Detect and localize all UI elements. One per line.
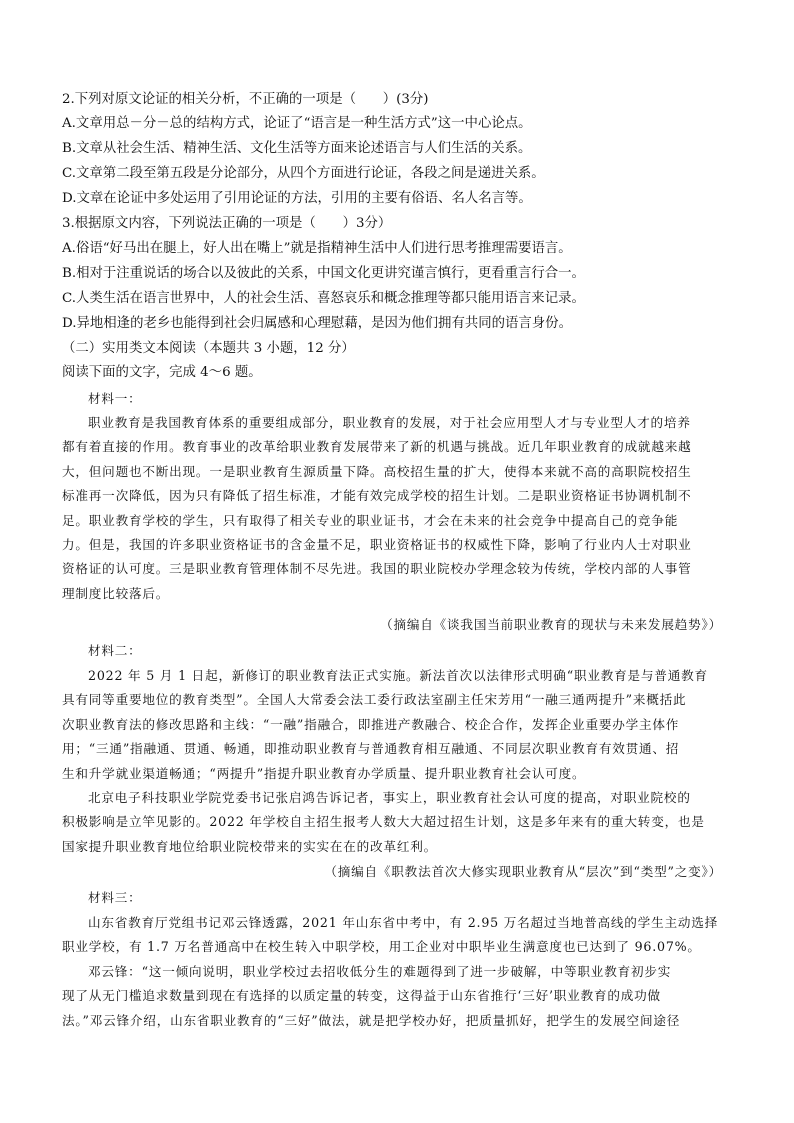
q3-stem: 3.根据原文内容，下列说法正确的一项是（ ）3分） <box>62 216 392 231</box>
material-1-label: 材料一： <box>88 391 142 406</box>
q2-option-d: D.文章在论证中多处运用了引用论证的方法，引用的主要有俗语、名人名言等。 <box>62 191 532 206</box>
text-line: 2022 年 5 月 1 日起，新修订的职业教育法正式实施。新法首次以法律形式明确“职业教育是与普通教育 <box>88 668 708 683</box>
text-line: 力。但是，我国的许多职业资格证书的含金量不足，职业资格证书的权威性下降，影响了行业内人士对职业 <box>62 537 692 553</box>
section-instruction: 阅读下面的文字，完成 4～6 题。 <box>62 365 262 380</box>
material-3-body <box>62 911 732 1033</box>
section-title: （二）实用类文本阅读（本题共 3 小题，12 分） <box>62 341 355 356</box>
text-line: 北京电子科技职业学院党委书记张启鸿告诉记者，事实上，职业教育社会认可度的提高，对职业院校的 <box>88 790 691 806</box>
q2-option-b: B.文章从社会生活、精神生活、文化生活等方面来论述语言与人们生活的关系。 <box>62 141 532 156</box>
text-line: 次职业教育法的修改思路和主线：“一融”指融合，即推进产教融合、校企合作，发挥企业重要办学主体作 <box>62 716 680 732</box>
text-line: 理制度比较落后。 <box>62 585 170 601</box>
material-2-label: 材料二： <box>88 643 142 658</box>
text-line: 大，但问题也不断出现。一是职业教育生源质量下降。高校招生量的扩大，使得本来就不高的高职院校招生 <box>62 463 692 479</box>
q3-option-c: C.人类生活在语言世界中，人的社会生活、喜怒哀乐和概念推理等都只能用语言来记录。 <box>62 291 585 306</box>
material-1-body <box>62 411 732 606</box>
text-line: 山东省教育厅党组书记邓云锋透露，2021 年山东省中考中，有 2.95 万名超过当地普高线的学生主动选择 <box>88 915 719 930</box>
text-line: 足。职业教育学校的学生，只有取得了相关专业的职业证书，才会在未来的社会竞争中提高自己的竞争能 <box>62 512 679 528</box>
text-line: 都有着直接的作用。教育事业的改革给职业教育发展带来了新的机遇与挑战。近几年职业教育的成就越来越 <box>62 439 692 455</box>
text-line: 职业教育是我国教育体系的重要组成部分，职业教育的发展，对于社会应用型人才与专业型人才的培养 <box>88 415 691 430</box>
q2-option-a: A.文章用总－分－总的结构方式，论证了“语言是一种生活方式”这一中心论点。 <box>62 116 532 131</box>
q3-option-b: B.相对于注重说话的场合以及彼此的关系，中国文化更讲究谨言慎行，更看重言行合一。 <box>62 266 585 281</box>
material-2-source: （摘编自《职教法首次大修实现职业教育从“层次”到“类型”之变》） <box>324 864 722 879</box>
text-line: 具有同等重要地位的教育类型”。全国人大常委会法工委行政法室副主任宋芳用“一融三通两提升”来概括此 <box>62 692 687 708</box>
text-line: 现了从无门槛追求数量到现在有选择的以质定量的转变，这得益于山东省推行‘三好’职业教育的成功做 <box>62 988 661 1004</box>
q3-option-a: A.俗语“好马出在腿上，好人出在嘴上”就是指精神生活中人们进行思考推理需要语言。 <box>62 241 572 256</box>
text-line: 积极影响是立竿见影的。2022 年学校自主招生报考人数大大超过招生计划，这是多年来有的重大转变，也是 <box>62 814 705 830</box>
material-3-label: 材料三： <box>88 890 142 905</box>
q2-stem: 2.下列对原文论证的相关分析，不正确的一项是（ ）(3分) <box>62 92 429 107</box>
text-line: 用；“三通”指融通、贯通、畅通，即推动职业教育与普通教育相互融通、不同层次职业教育有效贯通、招 <box>62 741 680 757</box>
q2-option-c: C.文章第二段至第五段是分论部分，从四个方面进行论证，各段之间是递进关系。 <box>62 166 545 181</box>
q3-option-d: D.异地相逢的老乡也能得到社会归属感和心理慰藉，是因为他们拥有共同的语言身份。 <box>62 316 572 331</box>
text-line: 标准再一次降低，因为只有降低了招生标准，才能有效完成学校的招生计划。二是职业资格证书协调机制不 <box>62 488 692 504</box>
text-line: 资格证的认可度。三是职业教育管理体制不尽先进。我国的职业院校办学理念较为传统，学校内部的人事管 <box>62 561 692 577</box>
material-2-body <box>62 664 732 859</box>
text-line: 职业学校，有 1.7 万名普通高中在校生转入中职学校，用工企业对中职毕业生满意度也已达到了 96.07%。 <box>62 939 701 955</box>
text-line: 国家提升职业教育地位给职业院校带来的实实在在的改革红利。 <box>62 838 438 854</box>
text-line: 法。”邓云锋介绍，山东省职业教育的“三好”做法，就是把学校办好，把质量抓好，把学生的发展空间途径 <box>62 1012 681 1028</box>
text-line: 邓云锋：“这一倾向说明，职业学校过去招收低分生的难题得到了进一步破解，中等职业教育初步实 <box>88 963 672 979</box>
material-1-source: （摘编自《谈我国当前职业教育的现状与未来发展趋势》） <box>380 617 722 632</box>
text-line: 生和升学就业渠道畅通；“两提升”指提升职业教育办学质量、提升职业教育社会认可度。 <box>62 765 586 781</box>
